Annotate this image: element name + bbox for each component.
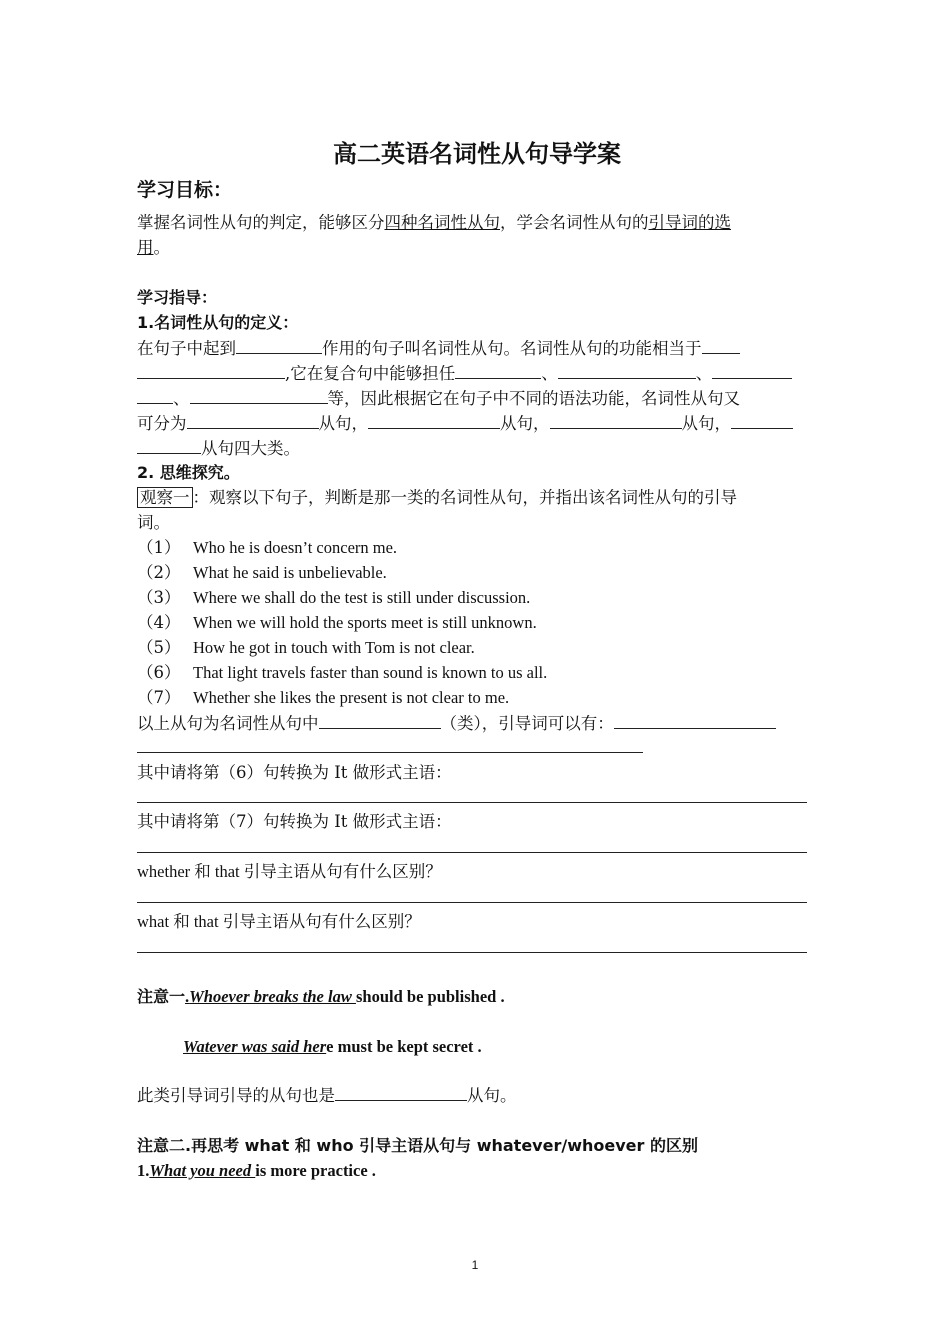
objectives-heading: 学习目标： (137, 179, 233, 201)
note1-conclusion: 此类引导词引导的从句也是 从句。 (137, 1082, 817, 1108)
list-item: （6） That light travels faster than sound is known to us all. (137, 663, 548, 682)
definition-line-3: 、 等，因此根据它在句子中不同的语法功能，名词性从句又 (137, 385, 817, 411)
list-item: （4） When we will hold the sports meet is still unknown. (137, 613, 537, 632)
answer-line[interactable] (137, 802, 807, 803)
blank[interactable] (137, 435, 201, 454)
blank[interactable] (137, 385, 173, 404)
list-item: （1） Who he is doesn’t concern me. (137, 538, 398, 557)
definition-line-5: 从句四大类。 (137, 435, 817, 461)
observe-paragraph: 观察一 ：观察以下句子，判断是那一类的名词性从句，并指出该名词性从句的引导 词。 (137, 488, 737, 532)
note2-example-1: 1.What you need is more practice . (137, 1161, 376, 1180)
note1-example-1: 注意一.Whoever breaks the law should be published . (137, 987, 505, 1006)
definition-line-1: 在句子中起到 作用的句子叫名词性从句。名词性从句的功能相当于 (137, 335, 817, 361)
question-2: 其中请将第（7）句转换为 It 做形式主语： (137, 812, 452, 831)
blank[interactable] (190, 385, 328, 404)
list-item: （3） Where we shall do the test is still under discussion. (137, 588, 531, 607)
blank[interactable] (558, 360, 696, 379)
exploration-heading: 2. 思维探究。 (137, 463, 240, 482)
answer-line[interactable] (137, 852, 807, 853)
definition-line-4: 可分为 从句， 从句， 从句， (137, 410, 817, 436)
page-number: 1 (471, 1258, 479, 1272)
list-item: （5） How he got in touch with Tom is not clear. (137, 638, 475, 657)
list-item: （2） What he said is unbelievable. (137, 563, 387, 582)
blank[interactable] (368, 410, 500, 429)
answer-line[interactable] (137, 952, 807, 953)
definition-line-2: ,它在复合句中能够担任 、 、 (137, 360, 817, 386)
note1-example-2: Watever was said here must be kept secret . (183, 1037, 482, 1056)
blank[interactable] (702, 335, 740, 354)
guidance-heading: 学习指导： (137, 288, 218, 307)
blank[interactable] (712, 360, 792, 379)
four-clause-types: 四种名词性从句 (384, 213, 500, 232)
question-4: what 和 that 引导主语从句有什么区别？ (137, 912, 421, 931)
blank[interactable] (614, 710, 776, 729)
answer-line[interactable] (137, 752, 643, 753)
blank[interactable] (550, 410, 682, 429)
page-title: 高二英语名词性从句导学案 (333, 140, 621, 168)
summary-line: 以上从句为名词性从句中 （类），引导词可以有： (137, 710, 817, 736)
blank[interactable] (335, 1082, 467, 1101)
answer-line[interactable] (137, 902, 807, 903)
observe-label: 观察一 (137, 487, 193, 508)
blank[interactable] (137, 360, 285, 379)
objectives-paragraph: 掌握名词性从句的判定，能够区分四种名词性从句，学会名词性从句的引导词的选 用。 (137, 213, 731, 257)
note2-heading: 注意二.再思考 what 和 who 引导主语从句与 whatever/whoever 的区别 (137, 1136, 698, 1155)
question-3: whether 和 that 引导主语从句有什么区别？ (137, 862, 442, 881)
list-item: （7） Whether she likes the present is not clear to me. (137, 688, 510, 707)
blank[interactable] (236, 335, 322, 354)
blank[interactable] (187, 410, 319, 429)
note1-label: 注意一 (137, 987, 186, 1006)
blank[interactable] (731, 410, 793, 429)
question-1: 其中请将第（6）句转换为 It 做形式主语： (137, 763, 452, 782)
definition-heading: 1.名词性从句的定义： (137, 313, 299, 332)
blank[interactable] (455, 360, 541, 379)
blank[interactable] (319, 710, 441, 729)
